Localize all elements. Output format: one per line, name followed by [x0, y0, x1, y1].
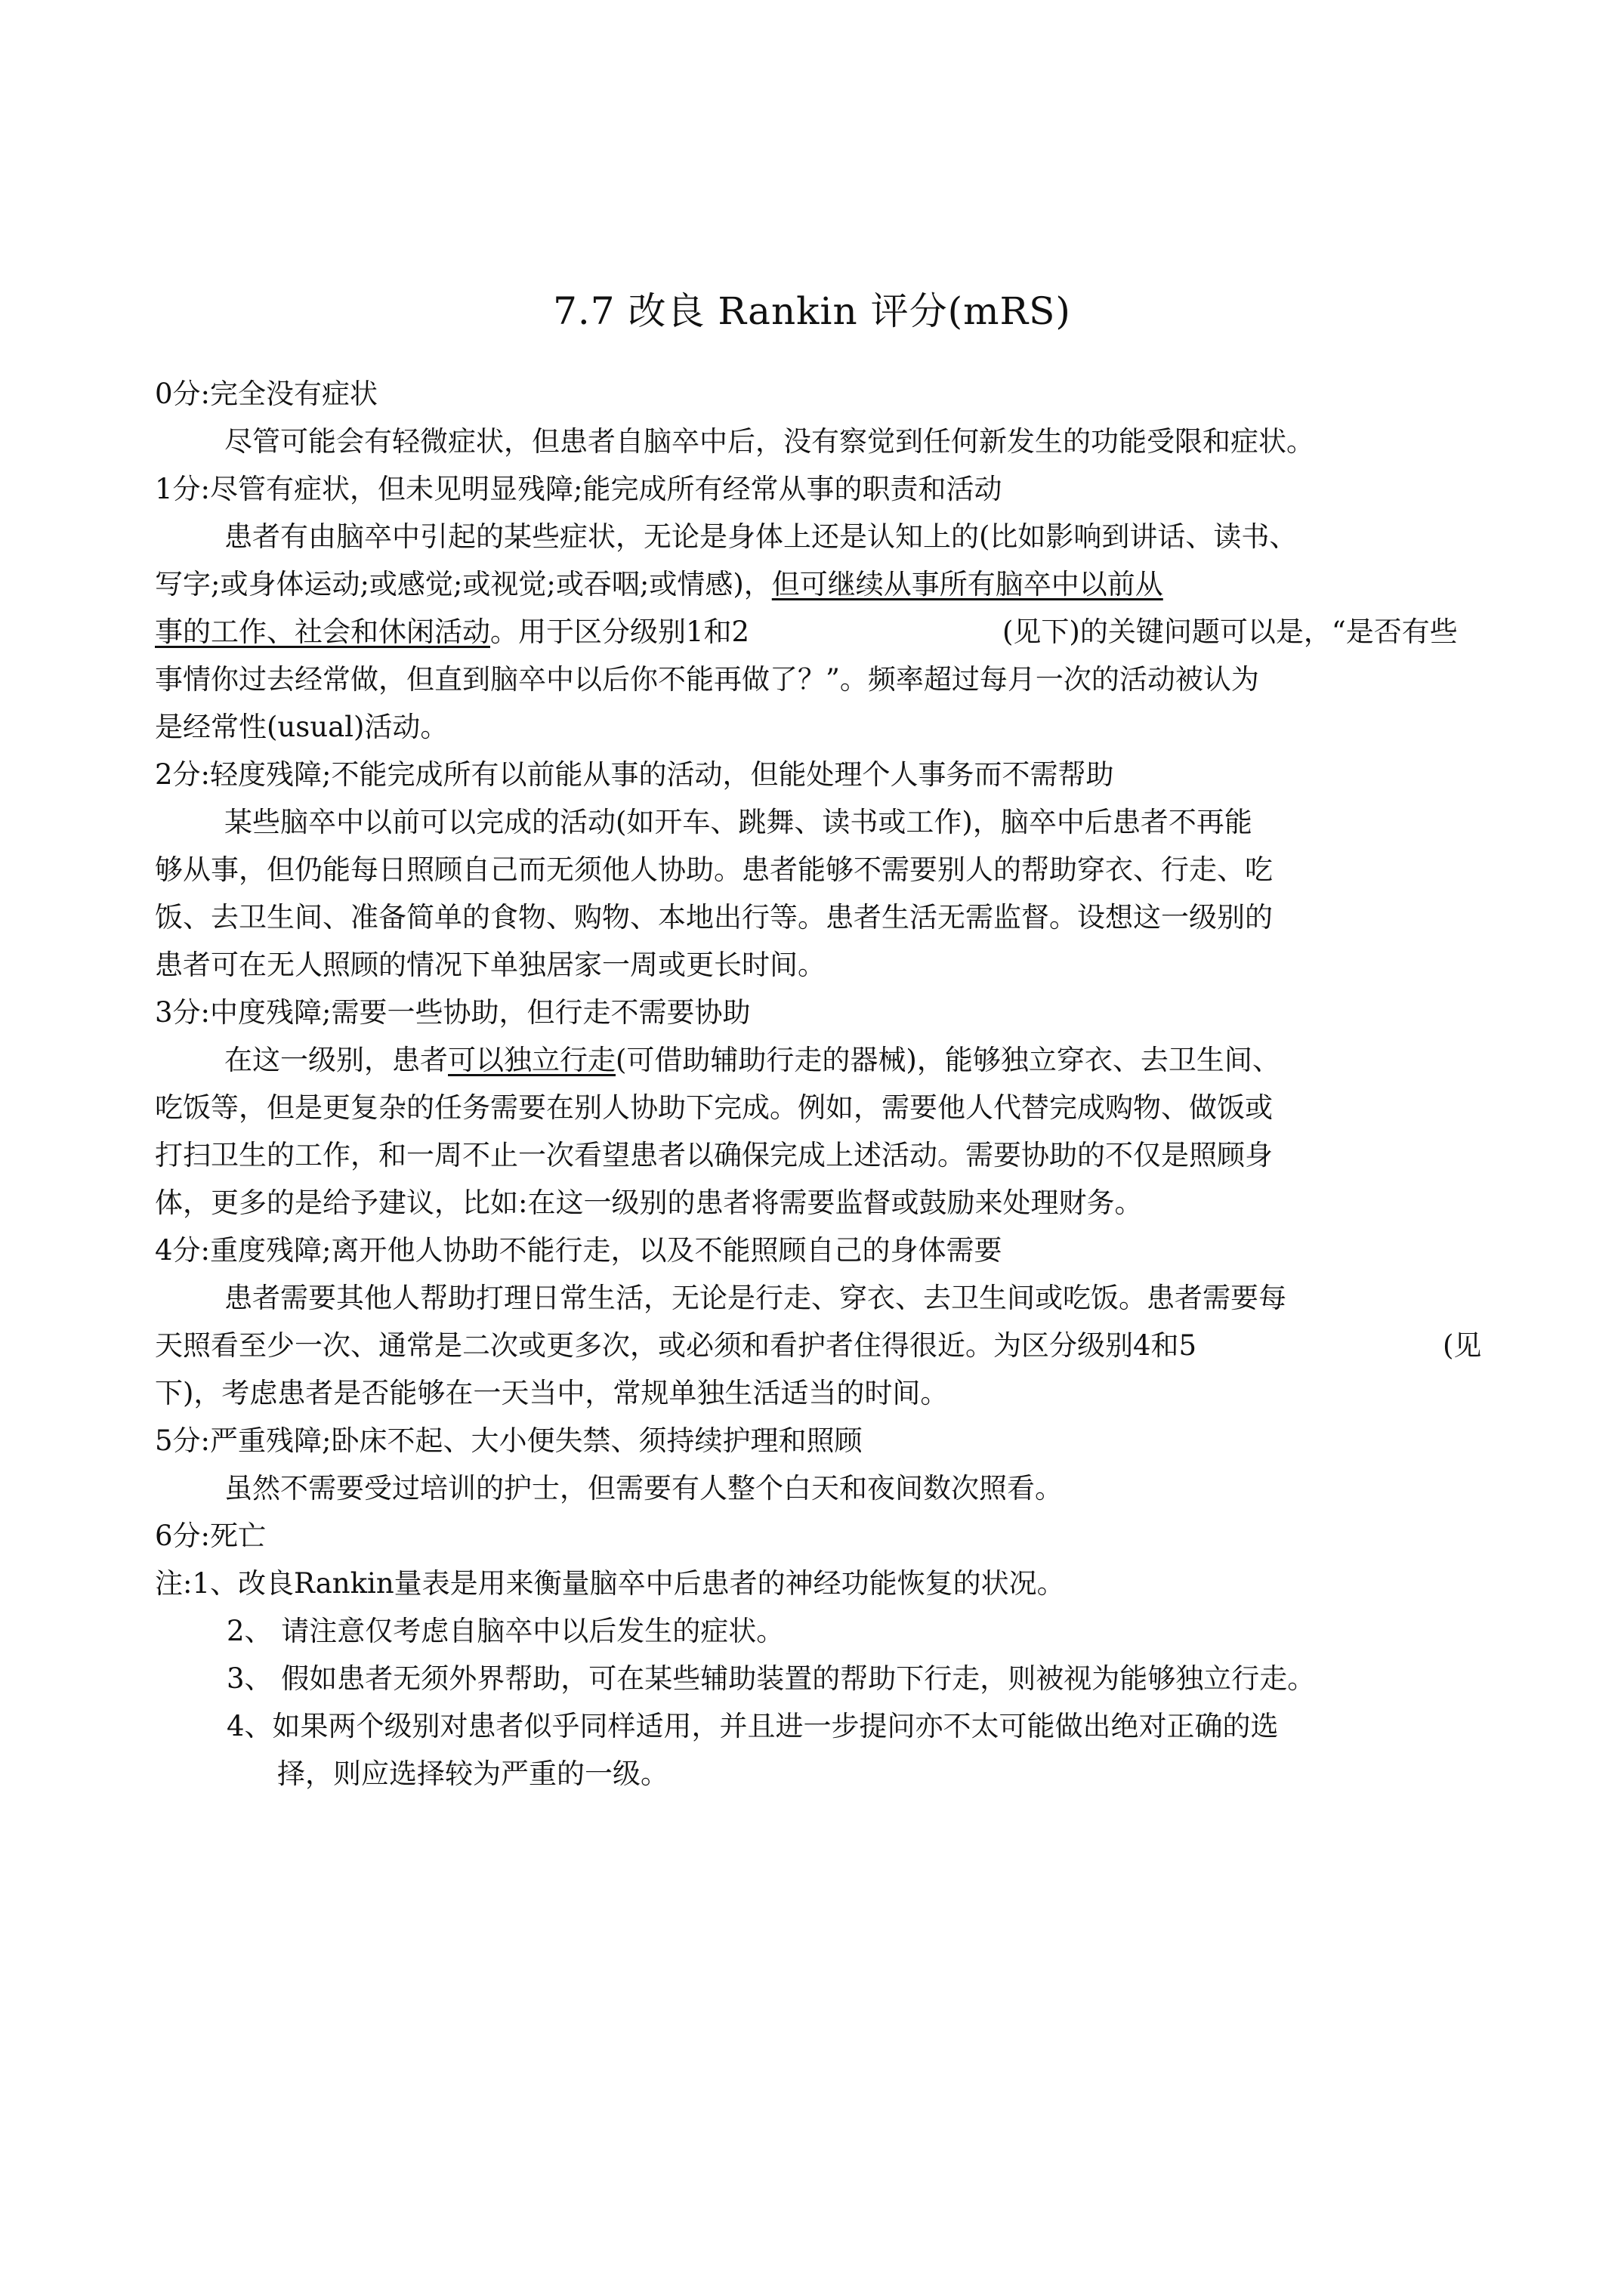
score-1-underlined-text-a: 但可继续从事所有脑卒中以前从	[771, 568, 1163, 600]
score-3-line-4: 体，更多的是给予建议，比如:在这一级别的患者将需要监督或鼓励来处理财务。	[155, 1187, 1143, 1219]
score-1-line-3	[155, 616, 749, 649]
score-1-line-3-right: (见下)的关键问题可以是，“是否有些	[1002, 616, 1458, 648]
score-3-line-2: 吃饭等，但是更复杂的任务需要在别人协助下完成。例如，需要他人代替完成购物、做饭或	[155, 1091, 1273, 1124]
score-1-heading: 1分:尽管有症状，但未见明显残障;能完成所有经常从事的职责和活动	[155, 473, 1002, 505]
score-2-heading: 2分:轻度残障;不能完成所有以前能从事的活动，但能处理个人事务而不需帮助	[155, 758, 1114, 791]
score-5-line-1: 虽然不需要受过培训的护士，但需要有人整个白天和夜间数次照看。	[224, 1472, 1063, 1504]
score-1-line-3-text: 。用于区分级别1和2	[490, 616, 750, 648]
score-3-line-1-text-b: (可借助辅助行走的器械)，能够独立穿衣、去卫生间、	[616, 1044, 1280, 1076]
score-1-line-2	[155, 568, 1163, 601]
score-2-line-1: 某些脑卒中以前可以完成的活动(如开车、跳舞、读书或工作)，脑卒中后患者不再能	[224, 806, 1252, 838]
score-4-line-3: 下)，考虑患者是否能够在一天当中，常规单独生活适当的时间。	[155, 1377, 949, 1409]
score-3-heading: 3分:中度残障;需要一些协助，但行走不需要协助	[155, 996, 751, 1029]
score-1-line-4: 事情你过去经常做，但直到脑卒中以后你不能再做了？”。频率超过每月一次的活动被认为	[155, 663, 1259, 696]
score-3-line-3: 打扫卫生的工作，和一周不止一次看望患者以确保完成上述活动。需要协助的不仅是照顾身	[155, 1139, 1273, 1171]
page-title: 7.7 改良 Rankin 评分(mRS)	[553, 289, 1071, 333]
note-4: 4、如果两个级别对患者似乎同样适用，并且进一步提问亦不太可能做出绝对正确的选	[227, 1710, 1279, 1742]
note-4-continued: 择，则应选择较为严重的一级。	[277, 1758, 668, 1790]
score-2-line-3: 饭、去卫生间、准备简单的食物、购物、本地出行等。患者生活无需监督。设想这一级别的	[155, 901, 1273, 934]
score-2-line-2: 够从事，但仍能每日照顾自己而无须他人协助。患者能够不需要别人的帮助穿衣、行走、吃	[155, 853, 1273, 886]
note-3: 3、 假如患者无须外界帮助，可在某些辅助装置的帮助下行走，则被视为能够独立行走。	[227, 1662, 1316, 1695]
score-3-line-1-text-a: 在这一级别，患者	[224, 1044, 448, 1076]
note-2: 2、 请注意仅考虑自脑卒中以后发生的症状。	[227, 1615, 785, 1647]
score-6-heading: 6分:死亡	[155, 1520, 267, 1552]
score-1-line-5: 是经常性(usual)活动。	[155, 711, 449, 743]
score-1-line-1: 患者有由脑卒中引起的某些症状，无论是身体上还是认知上的(比如影响到讲话、读书、	[224, 520, 1298, 553]
score-1-underlined-text-b: 事的工作、社会和休闲活动	[155, 616, 490, 648]
score-2-line-4: 患者可在无人照顾的情况下单独居家一周或更长时间。	[155, 949, 826, 981]
score-3-underlined-text: 可以独立行走	[448, 1044, 616, 1076]
note-1: 注:1、改良Rankin量表是用来衡量脑卒中后患者的神经功能恢复的状况。	[155, 1567, 1065, 1600]
score-3-line-1	[224, 1044, 1280, 1077]
score-4-line-1: 患者需要其他人帮助打理日常生活，无论是行走、穿衣、去卫生间或吃饭。患者需要每	[224, 1282, 1286, 1314]
score-4-line-2-right: (见	[1443, 1329, 1482, 1362]
score-1-line-2-text: 写字;或身体运动;或感觉;或视觉;或吞咽;或情感)，	[155, 568, 772, 600]
score-0-description: 尽管可能会有轻微症状，但患者自脑卒中后，没有察觉到任何新发生的功能受限和症状。	[224, 425, 1314, 458]
score-0-heading: 0分:完全没有症状	[155, 378, 378, 410]
score-5-heading: 5分:严重残障;卧床不起、大小便失禁、须持续护理和照顾	[155, 1424, 863, 1457]
score-4-line-2: 天照看至少一次、通常是二次或更多次，或必须和看护者住得很近。为区分级别4和5	[155, 1329, 1197, 1362]
score-4-heading: 4分:重度残障;离开他人协助不能行走，以及不能照顾自己的身体需要	[155, 1234, 1002, 1267]
